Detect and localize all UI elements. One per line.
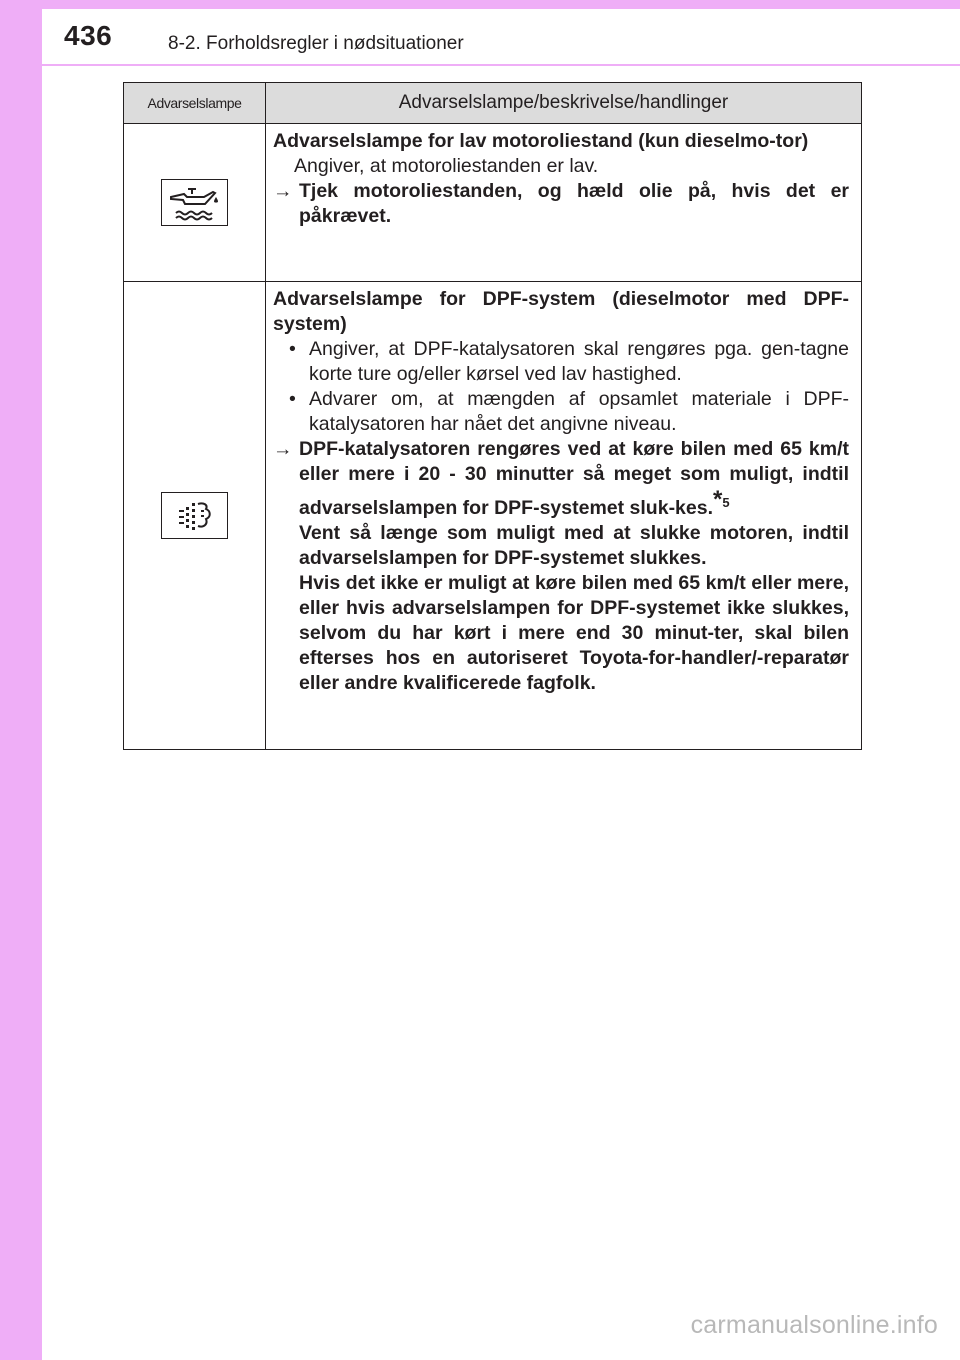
chapter-title: 8-2. Forholdsregler i nødsituationer xyxy=(168,33,464,54)
lamp-heading: Advarselslampe for lav motoroliestand (kun dieselmo-tor) xyxy=(273,130,809,152)
bullet-text: Angiver, at DPF-katalysatoren skal rengøres pga. gen-tagne korte ture og/eller kørsel ved lav hastighed. xyxy=(309,338,849,385)
lamp-action xyxy=(273,179,849,229)
description-cell xyxy=(266,282,862,750)
action-text-body: DPF-katalysatoren rengøres ved at køre bilen med 65 km/t eller mere i 20 - 30 minutter så meget som muligt, indtil advarselslampen for DPF-systemet sluk-kes. xyxy=(299,438,849,519)
header-divider xyxy=(42,64,960,66)
column-header-description: Advarselslampe/beskrivelse/handlinger xyxy=(266,83,862,124)
action-continuation: Vent så længe som muligt med at slukke motoren, indtil advarselslampen for DPF-systemet slukkes. xyxy=(299,522,849,569)
icon-cell xyxy=(124,282,266,750)
description-cell xyxy=(266,124,862,282)
bullet-icon: • xyxy=(289,388,296,410)
warning-lamp-table xyxy=(123,82,862,750)
action-text: Tjek motoroliestanden, og hæld olie på, hvis det er påkrævet. xyxy=(299,180,849,227)
arrow-icon: → xyxy=(273,438,293,460)
table-row xyxy=(124,282,862,750)
page-number: 436 xyxy=(64,20,113,51)
table-row xyxy=(124,124,862,282)
lamp-action xyxy=(273,437,849,521)
oil-level-icon xyxy=(161,179,228,226)
footnote-reference: *5 xyxy=(713,486,730,513)
lamp-heading: Advarselslampe for DPF-system (dieselmotor med DPF-system) xyxy=(273,288,849,335)
list-item xyxy=(273,387,849,437)
top-accent-bar xyxy=(42,0,960,9)
bullet-icon: • xyxy=(289,338,296,360)
bullet-text: Advarer om, at mængden af opsamlet materiale i DPF-katalysatoren har nået det angivne niveau. xyxy=(309,388,849,435)
column-header-lamp: Advarselslampe xyxy=(124,83,266,124)
icon-cell xyxy=(124,124,266,282)
chapter-tab-sidebar xyxy=(0,0,42,1360)
list-item xyxy=(273,337,849,387)
table-header-row xyxy=(124,83,862,124)
action-text xyxy=(299,437,849,521)
dpf-filter-icon xyxy=(161,492,228,539)
action-continuation: Hvis det ikke er muligt at køre bilen med 65 km/t eller mere, eller hvis advarselslampen for DPF-systemet ikke slukkes, selvom du har kørt i mere end 30 minut-ter, skal bilen efterses hos en autoriseret Toyota-for-handler/-reparatør eller andre kvalificerede fagfolk. xyxy=(299,572,849,694)
lamp-description: Angiver, at motoroliestanden er lav. xyxy=(294,155,599,177)
watermark: carmanualsonline.info xyxy=(690,1311,938,1339)
arrow-icon: → xyxy=(273,180,293,202)
